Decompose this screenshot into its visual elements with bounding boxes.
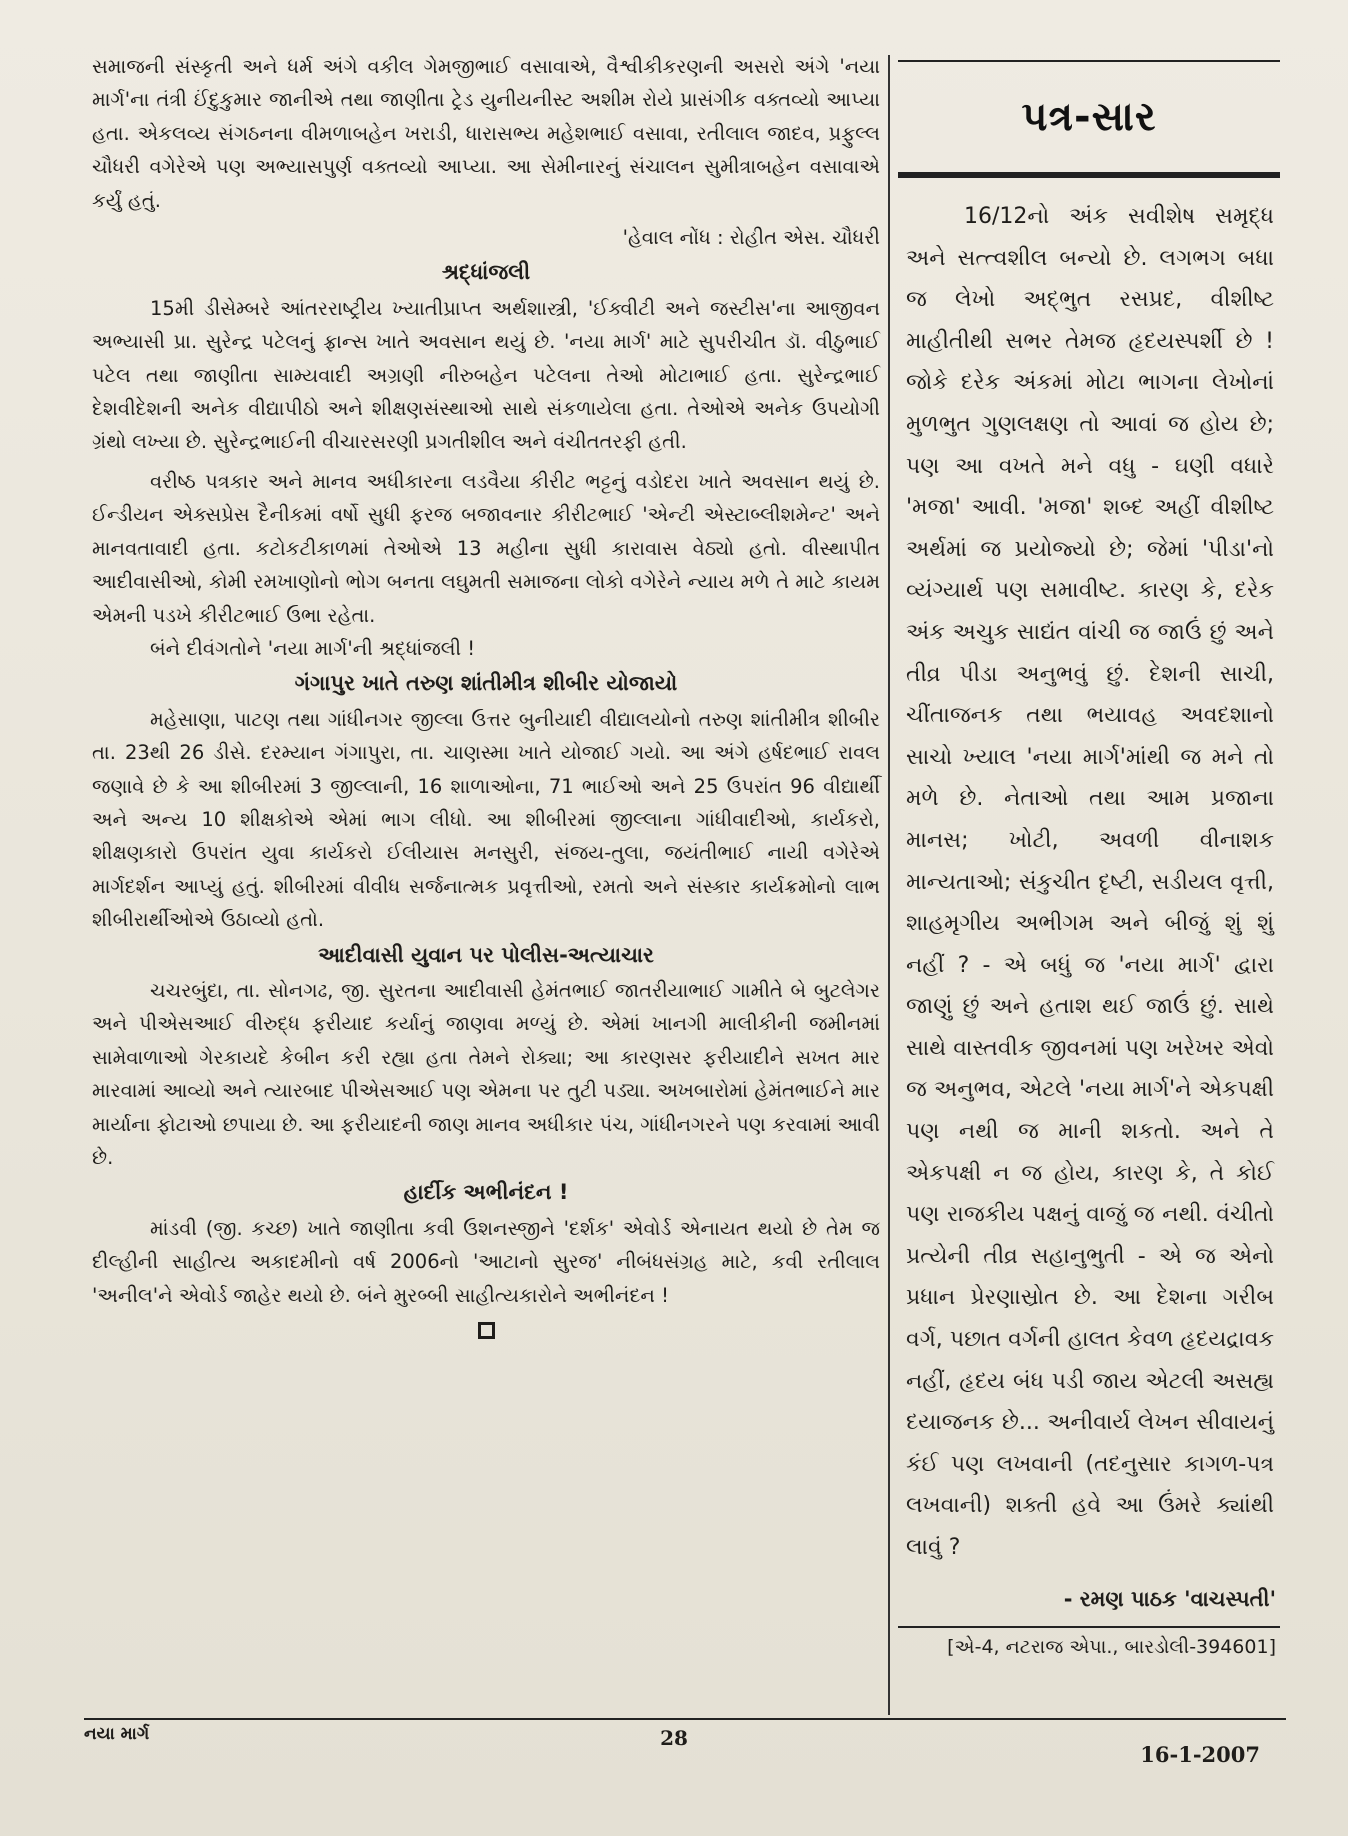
column-divider (888, 55, 890, 1715)
footer-date: 16-1-2007 (1140, 1742, 1260, 1767)
congrats-heading: હાર્દીક અભીનંદન ! (403, 1180, 569, 1205)
tribute-paragraph-1: 15મી ડીસેમ્બરે આંતરરાષ્ટ્રીય ખ્યાતીપ્રાપ્ત અર્થશાસ્ત્રી, 'ઈક્વીટી અને જસ્ટીસ'ના આજીવન અભ્યાસી પ્રા. સુરેન્દ્ર પટેલનું ફ્રાન્સ ખાતે અવસાન થયું છે. 'નયા માર્ગ' માટે સુપરીચીત ડૉ. વીઠુભાઈ પટેલ તથા જાણીતા સામ્યવાદી અગ્રણી નીરુબહેન પટેલના તેઓ મોટાભાઈ હતા. સુરેન્દ્રભાઈ દેશવીદેશની અનેક વીદ્યાપીઠો અને શીક્ષણસંસ્થાઓ સાથે સંકળાયેલા હતા. તેઓએ અનેક ઉપયોગી ગ્રંથો લખ્યા છે. સુરેન્દ્રભાઈની વીચારસરણી પ્રગતીશીલ અને વંચીતતરફી હતી. (92, 296, 880, 454)
tribute-paragraph-3: બંને દીવંગતોને 'નયા માર્ગ'ની શ્રદ્ધાંજલી ! (150, 636, 476, 660)
camp-paragraph: મહેસાણા, પાટણ તથા ગાંધીનગર જીલ્લા ઉત્તર બુનીયાદી વીદ્યાલયોનો તરુણ શાંતીમીત્ર શીબીર તા. 23થી 26 ડીસે. દરમ્યાન ગંગાપુરા, તા. ચાણસ્મા ખાતે યોજાઈ ગયો. આ અંગે હર્ષદભાઈ રાવલ જણાવે છે કે આ શીબીરમાં 3 જીલ્લાની, 16 શાળાઓના, 71 ભાઈઓ અને 25 ઉપરાંત 96 વીદ્યાર્થી અને અન્ય 10 શીક્ષકોએ એમાં ભાગ લીધો. આ શીબીરમાં જીલ્લાના ગાંધીવાદીઓ, કાર્યકરો, શીક્ષણકારો ઉપરાંત યુવા કાર્યકરો ઈલીયાસ મનસુરી, સંજય-તુલા, જયંતીભાઈ નાયી વગેરેએ માર્ગદર્શન આપ્યું હતું. શીબીરમાં વીવીધ સર્જનાત્મક પ્રવૃત્તીઓ, રમતો અને સંસ્કાર કાર્યક્રમોનો લાભ શીબીરાર્થીઓએ ઉઠાવ્યો હતો. (92, 707, 880, 932)
panel-title-area (898, 62, 1280, 172)
tribute-heading: શ્રદ્ધાંજલી (441, 260, 531, 285)
end-mark-icon (478, 1322, 495, 1339)
tribute-paragraph-2: વરીષ્ઠ પત્રકાર અને માનવ અધીકારના લડવૈયા કીરીટ ભટ્ટનું વડોદરા ખાતે અવસાન થયું છે. ઈન્ડીયન એક્સપ્રેસ દૈનીકમાં વર્ષો સુધી ફરજ બજાવનાર કીરીટભાઈ 'એન્ટી એસ્ટાબ્લીશમેન્ટ' અને માનવતાવાદી હતા. કટોકટીકાળમાં તેઓએ 13 મહીના સુધી કારાવાસ વેઠ્યો હતો. વીસ્થાપીત આદીવાસીઓ, કોમી રમખાણોનો ભોગ બનતા લઘુમતી સમાજના લોકો વગેરેને ન્યાય મળે તે માટે કાયમ એમની પડખે કીરીટભાઈ ઉભા રહેતા. (92, 469, 880, 627)
left-column (92, 50, 880, 1339)
panel-body (898, 178, 1280, 1569)
letter-signature: - રમણ પાઠક 'વાચસ્પતી' (1063, 1586, 1276, 1611)
letter-text: 16/12નો અંક સવીશેષ સમૃદ્ધ અને સત્ત્વશીલ બન્યો છે. લગભગ બધા જ લેખો અદ્ભુત રસપ્રદ, વીશીષ્ટ માહીતીથી સભર તેમજ હૃદયસ્પર્શી છે ! જોકે દરેક અંકમાં મોટા ભાગના લેખોનાં મુળભુત ગુણલક્ષણ તો આવાં જ હોય છે; પણ આ વખતે મને વધુ - ઘણી વધારે 'મજા' આવી. 'મજા' શબ્દ અહીં વીશીષ્ટ અર્થમાં જ પ્રયોજ્યો છે; જેમાં 'પીડા'નો વ્યંગ્યાર્થ પણ સમાવીષ્ટ. કારણ કે, દરેક અંક અચુક સાદ્યંત વાંચી જ જાઉં છું અને તીવ્ર પીડા અનુભવું છું. દેશની સાચી, ચીંતાજનક તથા ભયાવહ અવદશાનો સાચો ખ્યાલ 'નયા માર્ગ'માંથી જ મને તો મળે છે. નેતાઓ તથા આમ પ્રજાના માનસ; ખોટી, અવળી વીનાશક માન્યતાઓ; સંકુચીત દૃષ્ટી, સડીયલ વૃત્તી, શાહમૃગીય અભીગમ અને બીજું શું શું નહીં ? - એ બધું જ 'નયા માર્ગ' દ્વારા જાણું છું અને હતાશ થઈ જાઉં છું. સાથે સાથે વાસ્તવીક જીવનમાં પણ ખરેખર એવો જ અનુભવ, એટલે 'નયા માર્ગ'ને એકપક્ષી પણ નથી જ માની શકતો. અને તે એકપક્ષી ન જ હોય, કારણ કે, તે કોઈ પણ રાજકીય પક્ષનું વાજું જ નથી. વંચીતો પ્રત્યેની તીવ્ર સહાનુભુતી - એ જ એનો પ્રધાન પ્રેરણાસ્રોત છે. આ દેશના ગરીબ વર્ગ, પછાત વર્ગની હાલત કેવળ હૃદયદ્રાવક નહીં, હૃદય બંધ પડી જાય એટલી અસહ્ય દયાજનક છે... અનીવાર્ય લેખન સીવાયનું કંઈ પણ લખવાની (તદનુસાર કાગળ-પત્ર લખવાની) શક્તી હવે આ ઉંમરે ક્યાંથી લાવું ? (906, 204, 1274, 1560)
footer-magazine-name: નયા માર્ગ (84, 1724, 150, 1744)
camp-heading: ગંગાપુર ખાતે તરુણ શાંતીમીત્ર શીબીર યોજાયો (294, 671, 678, 696)
letter-address: [એ-4, નટરાજ એપા., બારડોલી-394601] (947, 1635, 1276, 1658)
panel-bottom-rule (898, 1626, 1280, 1628)
police-paragraph: ચચરબુંદા, તા. સોનગઢ, જી. સુરતના આદીવાસી હેમંતભાઈ જાતરીયાભાઈ ગામીતે બે બુટલેગર અને પીએસઆઈ વીરુદ્ધ ફરીયાદ કર્યાનું જાણવા મળ્યું છે. એમાં ખાનગી માલીકીની જમીનમાં સામેવાળાઓ ગેરકાયદે કેબીન કરી રહ્યા હતા તેમને રોક્યા; આ કારણસર ફરીયાદીને સખત માર મારવામાં આવ્યો અને ત્યારબાદ પીએસઆઈ પણ એમના પર તુટી પડ્યા. અખબારોમાં હેમંતભાઈને માર માર્યાના ફોટાઓ છપાયા છે. આ ફરીયાદની જાણ માનવ અધીકાર પંચ, ગાંધીનગરને પણ કરવામાં આવી છે. (92, 978, 880, 1169)
panel-title: પત્ર-સાર (1021, 94, 1157, 140)
seminar-paragraph: સમાજની સંસ્કૃતી અને ધર્મ અંગે વકીલ ગેમજીભાઈ વસાવાએ, વૈશ્વીકીકરણની અસરો અંગે 'નયા માર્ગ'ના તંત્રી ઈંદુકુમાર જાનીએ તથા જાણીતા ટ્રેડ યુનીયનીસ્ટ અશીમ રોયે પ્રાસંગીક વક્તવ્યો આપ્યા હતા. એકલવ્ય સંગઠનના વીમળાબહેન ખરાડી, ધારાસભ્ય મહેશભાઈ વસાવા, રતીલાલ જાદવ, પ્રફુલ્લ ચૌધરી વગેરેએ પણ અભ્યાસપુર્ણ વક્તવ્યો આપ્યા. આ સેમીનારનું સંચાલન સુમીત્રાબહેન વસાવાએ કર્યું હતું. (92, 55, 880, 212)
police-heading: આદીવાસી યુવાન પર પોલીસ-અત્યાચાર (318, 942, 654, 967)
footer-rule (84, 1718, 1286, 1720)
footer-page-number: 28 (660, 1726, 688, 1750)
letters-panel (898, 60, 1280, 1658)
congrats-paragraph: માંડવી (જી. કચ્છ) ખાતે જાણીતા કવી ઉશનસ્જીને 'દર્શક' એવોર્ડ એનાયત થયો છે તેમ જ દીલ્હીની સાહીત્ય અકાદમીનો વર્ષ 2006નો 'આટાનો સુરજ' નીબંધસંગ્રહ માટે, કવી રતીલાલ 'અનીલ'ને એવોર્ડ જાહેર થયો છે. બંને મુરબ્બી સાહીત્યકારોને અભીનંદન ! (92, 1216, 880, 1307)
report-note: 'હેવાલ નોંધ : રોહીત એસ. ચૌધરી (622, 226, 880, 250)
